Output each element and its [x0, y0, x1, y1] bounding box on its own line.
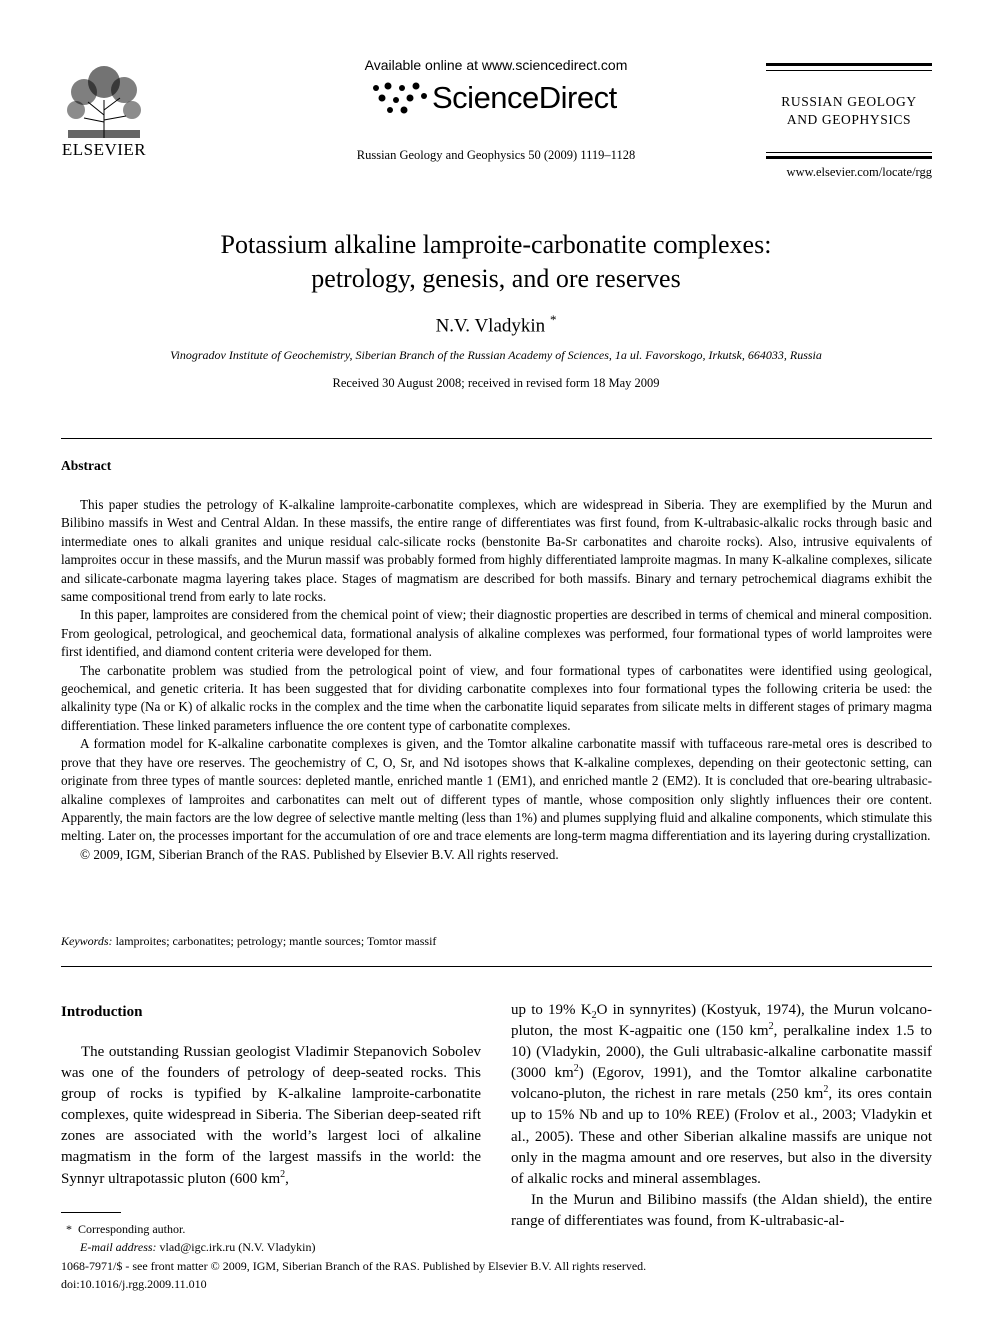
abstract-body: [61, 496, 932, 864]
journal-name-top-rule: [766, 63, 932, 66]
email-label: E-mail address:: [80, 1240, 157, 1254]
superscript: 2: [573, 1063, 579, 1075]
journal-name-bottom-rule-thin: [766, 152, 932, 153]
article-title-line2: petrology, genesis, and ore reserves: [311, 264, 681, 293]
article-title-line1: Potassium alkaline lamproite-carbonatite complexes:: [220, 230, 772, 259]
abstract-paragraph: A formation model for K-alkaline carbonatite complexes is given, and the Tomtor alkaline carbonatite massif with tuffaceous rare-metal ores is described to prove that they have ore reserves. The geochemistry of C, O, Sr, and Nd isotopes shows that K-alkaline complexes, depending on their geotectonic setting, can originate from three types of mantle sources: depleted mantle, enriched mantle 1 (EM1), and enriched mantle 2 (EM2). It is concluded that ore-bearing ultrabasic-alkaline complexes of lamproites and carbonatites can melt out of different types of mantle, whose composition only slightly influences their ore content. Apparently, the main factors are the low degree of selective mantle melting (less than 1%) and plumes supplying fluid and alkaline components, which stimulate this melting. Later on, the processes important for the accumulation of ore and trace elements are long-term magma differentiation and its layering during crystallization.: [61, 736, 932, 844]
intro-text: The outstanding Russian geologist Vladimir Stepanovich Sobolev was one of the founders of petrology of deep-seated rocks. This group of rocks is typified by K-alkaline lamproite-carbonatite complexes, quite widespread in Siberia. The Siberian deep-seated rift zones are associated with the world’s largest loci of alkaline magmatism in the form of the largest massifs in the world: the Synnyr ultrapotassic pluton (600 km: [61, 1044, 481, 1187]
doi-link[interactable]: doi:10.1016/j.rgg.2009.11.010: [61, 1277, 207, 1291]
article-title: [96, 228, 896, 296]
intro-paragraph: [61, 1042, 481, 1190]
journal-url-link[interactable]: www.elsevier.com/locate/rgg: [786, 165, 932, 179]
superscript: 2: [823, 1084, 829, 1096]
abstract-top-rule: [61, 438, 932, 439]
available-online-text: Available online at www.sciencedirect.com: [364, 57, 628, 73]
author-name[interactable]: N.V. Vladykin: [435, 315, 546, 337]
abstract-heading: Abstract: [61, 458, 112, 473]
corresponding-author-footnote: [66, 1222, 185, 1237]
front-matter-line: 1068-7971/$ - see front matter © 2009, IGM, Siberian Branch of the RAS. Published by Elsevier B.V. All rights reserved.: [61, 1259, 647, 1273]
journal-name-bottom-rule: [766, 156, 932, 159]
journal-name-line2: AND GEOPHYSICS: [786, 112, 912, 127]
abstract-paragraph: The carbonatite problem was studied from the petrological point of view, and four formational types of carbonatites were identified using geological, geochemical, and genetic criteria. It has been suggested that for dividing carbonatite complexes into four formational types the following criteria be used: the alkalinity type (Na or K) of alkalic rocks in the complex and the time when the carbonatite liquid separates from silicate melts in different stages of primary magma differentiation. These linked parameters influence the ore content type of carbonatite complexes.: [61, 662, 932, 733]
journal-name-top-rule-thin: [766, 70, 932, 71]
abstract-bottom-rule: [61, 966, 932, 967]
introduction-heading: Introduction: [61, 1004, 143, 1020]
left-column: [61, 1042, 481, 1190]
keywords-list: lamproites; carbonatites; petrology; mantle sources; Tomtor massif: [115, 934, 437, 948]
abstract-paragraph: This paper studies the petrology of K-alkaline lamproite-carbonatite complexes, which are widespread in Siberia. They are exemplified by the Murun and Bilibino massifs in West and Central Aldan. In these massifs, the entire range of differentiates was first found, from K-ultrabasic-alkalic rocks through basic and intermediate ones to alkali granites and unique residual calc-silicate rocks (benstonite Ba-Sr carbonatites and charoite rocks). Also, intrusive equivalents of lamproites occur in these massifs, and the Murun massif was probably formed from highly differentiated lamproite magmas. In many K-alkaline complexes, silicate and silicate-carbonate magma layering takes place. Stages of magmatism are described for both massifs. Binary and ternary petrochemical diagrams exhibit the same compositional trend from early to late rocks.: [61, 497, 932, 605]
intro-paragraph: In the Murun and Bilibino massifs (the Aldan shield), the entire range of differentiates was found, from K-ultrabasic-al-: [511, 1191, 932, 1229]
intro-paragraph: [511, 1000, 932, 1190]
journal-citation: Russian Geology and Geophysics 50 (2009) 1119–1128: [356, 148, 636, 162]
intro-text: , peralkaline index 1.5 to 10) (Vladykin, 2000), the Guli ultrabasic-alkaline carbonatite massif (3000 km: [511, 1023, 932, 1082]
footnote-rule: [61, 1212, 121, 1213]
email-link[interactable]: vlad@igc.irk.ru (N.V. Vladykin): [159, 1240, 316, 1254]
sciencedirect-dots-icon: [370, 80, 430, 116]
received-dates: Received 30 August 2008; received in revised form 18 May 2009: [332, 376, 660, 390]
footnote-mark: *: [66, 1222, 72, 1236]
keywords: [61, 934, 932, 949]
affiliation: Vinogradov Institute of Geochemistry, Siberian Branch of the Russian Academy of Sciences, 1a ul. Favorskogo, Irkutsk, 664033, Russia: [170, 348, 822, 362]
intro-text: up to 19% K: [511, 1002, 592, 1018]
journal-name-line1: RUSSIAN GEOLOGY: [781, 94, 917, 109]
intro-text: ) (Egorov, 1991), and the Tomtor alkaline carbonatite volcano-pluton, the richest in rare metals (250 km: [511, 1065, 932, 1103]
intro-text: O in synnyrites) (Kostyuk, 1974), the Murun volcano-pluton, the most K-agpaitic one (150 km: [511, 1002, 932, 1040]
email-footnote: [80, 1240, 315, 1255]
copyright-notice: © 2009, IGM, Siberian Branch of the RAS. Published by Elsevier B.V. All rights reserved.: [80, 846, 559, 862]
abstract-paragraph: In this paper, lamproites are considered from the chemical point of view; their diagnostic properties are described in terms of chemical and mineral composition. From geological, petrological, and geochemical data, formational analysis of alkaline complexes was performed, four formational types of world lamproites were first identified, and diamond content criteria were developed for them.: [61, 607, 932, 660]
sciencedirect-wordmark: ScienceDirect: [432, 80, 617, 115]
right-column: [511, 1000, 932, 1232]
intro-text: , its ores contain up to 15% Nb and up to 10% REE) (Frolov et al., 2003; Vladykin et al., 2005). These and other Siberian alkaline massifs are unique not only in the magma amount and ore reserves, but also in the diversity of alkalic rocks and mineral assemblages.: [511, 1086, 932, 1187]
intro-text: ,: [285, 1170, 289, 1187]
journal-name: [766, 93, 932, 129]
footnote-text: Corresponding author.: [78, 1222, 186, 1236]
keywords-label: Keywords:: [61, 934, 113, 948]
subscript: 2: [591, 1010, 597, 1021]
superscript: 2: [768, 1021, 774, 1033]
corresponding-author-mark[interactable]: *: [549, 312, 557, 327]
publisher-name: ELSEVIER: [61, 140, 147, 159]
author: [96, 312, 896, 337]
superscript: 2: [280, 1168, 286, 1180]
